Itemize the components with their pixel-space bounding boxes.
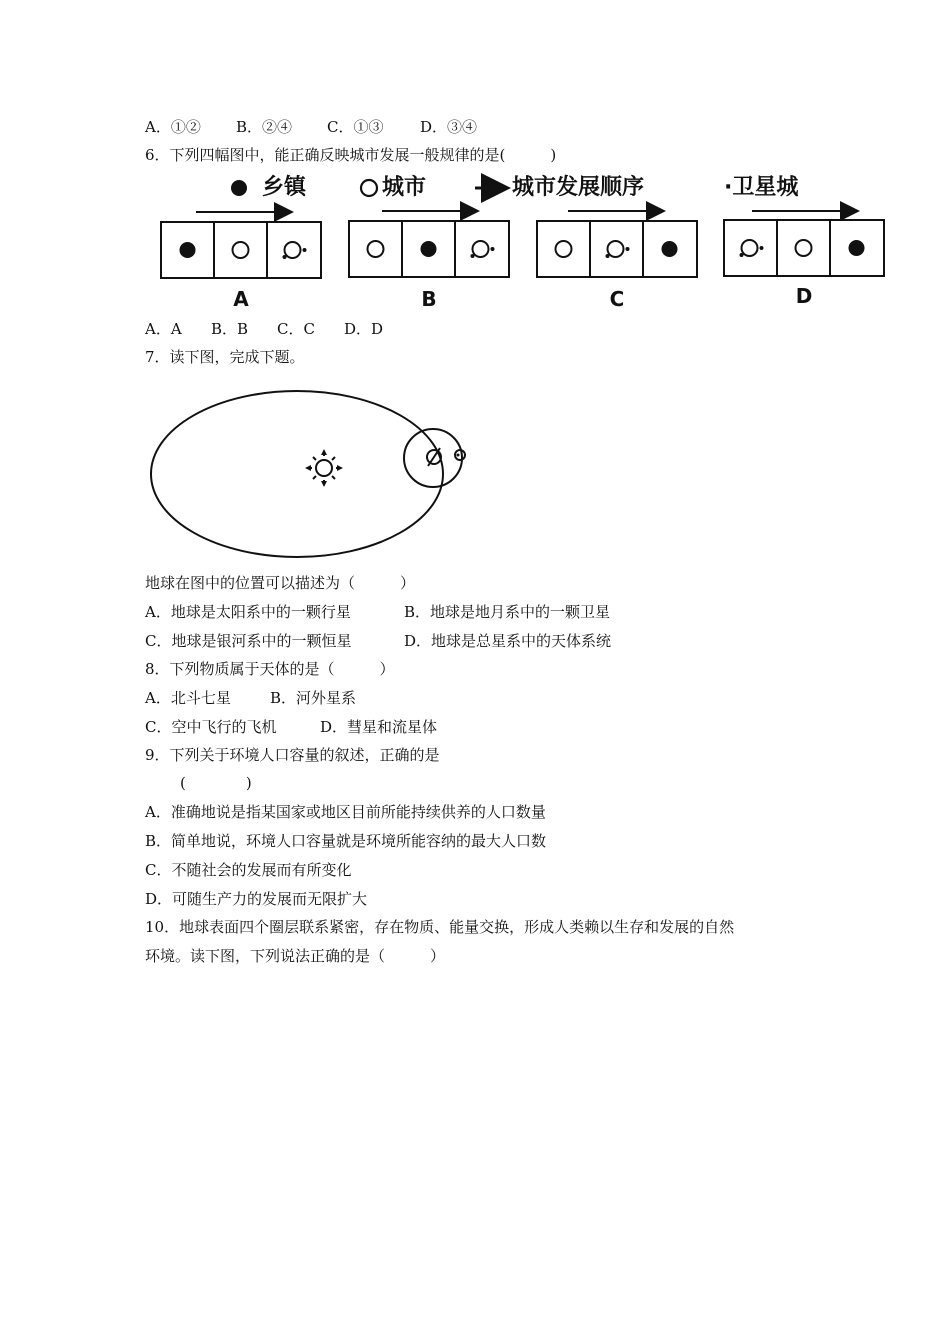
legend-satellite-label: ·卫星城: [724, 175, 799, 200]
q9-answer-blank: ( ): [180, 774, 252, 792]
q7-option-c[interactable]: C．地球是银河系中的一颗恒星: [145, 632, 352, 650]
q6-option-b[interactable]: B．B: [211, 320, 249, 338]
q9-option-a[interactable]: A．准确地说是指某国家或地区目前所能持续供养的人口数量: [145, 803, 546, 821]
q7-option-d[interactable]: D．地球是总星系中的天体系统: [404, 632, 612, 650]
city-symbol-icon: [233, 242, 249, 258]
satellite-symbol-icon: [283, 242, 307, 259]
satellite-symbol-icon: [471, 241, 495, 258]
q10-stem-line2: 环境。读下图，下列说法正确的是（ ）: [145, 947, 446, 965]
q8-option-b[interactable]: B．河外星系: [270, 689, 357, 707]
q6-option-d[interactable]: D．D: [344, 320, 384, 338]
legend-township-label: 乡镇: [262, 175, 307, 200]
q7-orbit-diagram: [151, 391, 465, 557]
satellite-symbol-icon: [740, 240, 764, 257]
q8-option-c[interactable]: C．空中飞行的飞机: [145, 718, 277, 736]
legend-order-label: 城市发展顺序: [512, 175, 645, 200]
q8-stem: 8．下列物质属于天体的是（ ）: [145, 660, 395, 678]
q7-option-a[interactable]: A．地球是太阳系中的一颗行星: [145, 603, 351, 621]
city-symbol-icon: [796, 240, 812, 256]
q5-option-a[interactable]: A．①②: [145, 118, 201, 136]
q7-option-b[interactable]: B．地球是地月系中的一颗卫星: [404, 603, 611, 621]
satellite-symbol-icon: [606, 241, 630, 258]
q6-option-c[interactable]: C．C: [277, 320, 315, 338]
q5-option-d[interactable]: D．③④: [420, 118, 478, 136]
township-symbol-icon: [849, 240, 865, 256]
q7-question: 地球在图中的位置可以描述为（ ）: [145, 574, 416, 592]
q6-option-a[interactable]: A．A: [145, 320, 182, 338]
earth-orbit-ellipse: [151, 391, 443, 557]
q6-stem: 6．下列四幅图中，能正确反映城市发展一般规律的是( ): [145, 146, 557, 164]
township-symbol-icon: [662, 241, 678, 257]
q8-option-a[interactable]: A．北斗七星: [145, 689, 231, 707]
township-symbol-icon: [421, 241, 437, 257]
legend-city-label: 城市: [382, 175, 427, 200]
sun-icon: [305, 449, 343, 487]
moon-icon: [455, 450, 465, 460]
q10-stem-line1: 10．地球表面四个圈层联系紧密，存在物质、能量交换，形成人类赖以生存和发展的自然: [145, 918, 735, 936]
q7-stem: 7．读下图，完成下题。: [145, 348, 305, 366]
q5-option-c[interactable]: C．①③: [327, 118, 384, 136]
q9-option-c[interactable]: C．不随社会的发展而有所变化: [145, 861, 352, 879]
legend-city-circle-icon: [361, 180, 377, 196]
q9-stem: 9．下列关于环境人口容量的叙述，正确的是: [145, 746, 440, 764]
city-symbol-icon: [368, 241, 384, 257]
panel-d-label: D: [795, 284, 813, 308]
panel-a-label: A: [233, 287, 249, 311]
q8-option-d[interactable]: D．彗星和流星体: [320, 718, 438, 736]
panel-c-label: C: [609, 287, 625, 311]
q9-option-b[interactable]: B．简单地说，环境人口容量就是环境所能容纳的最大人口数: [145, 832, 547, 850]
township-symbol-icon: [180, 242, 196, 258]
city-symbol-icon: [556, 241, 572, 257]
q9-option-d[interactable]: D．可随生产力的发展而无限扩大: [145, 890, 368, 908]
q5-option-b[interactable]: B．②④: [236, 118, 293, 136]
legend-township-dot-icon: [231, 180, 247, 196]
panel-b-label: B: [421, 287, 437, 311]
